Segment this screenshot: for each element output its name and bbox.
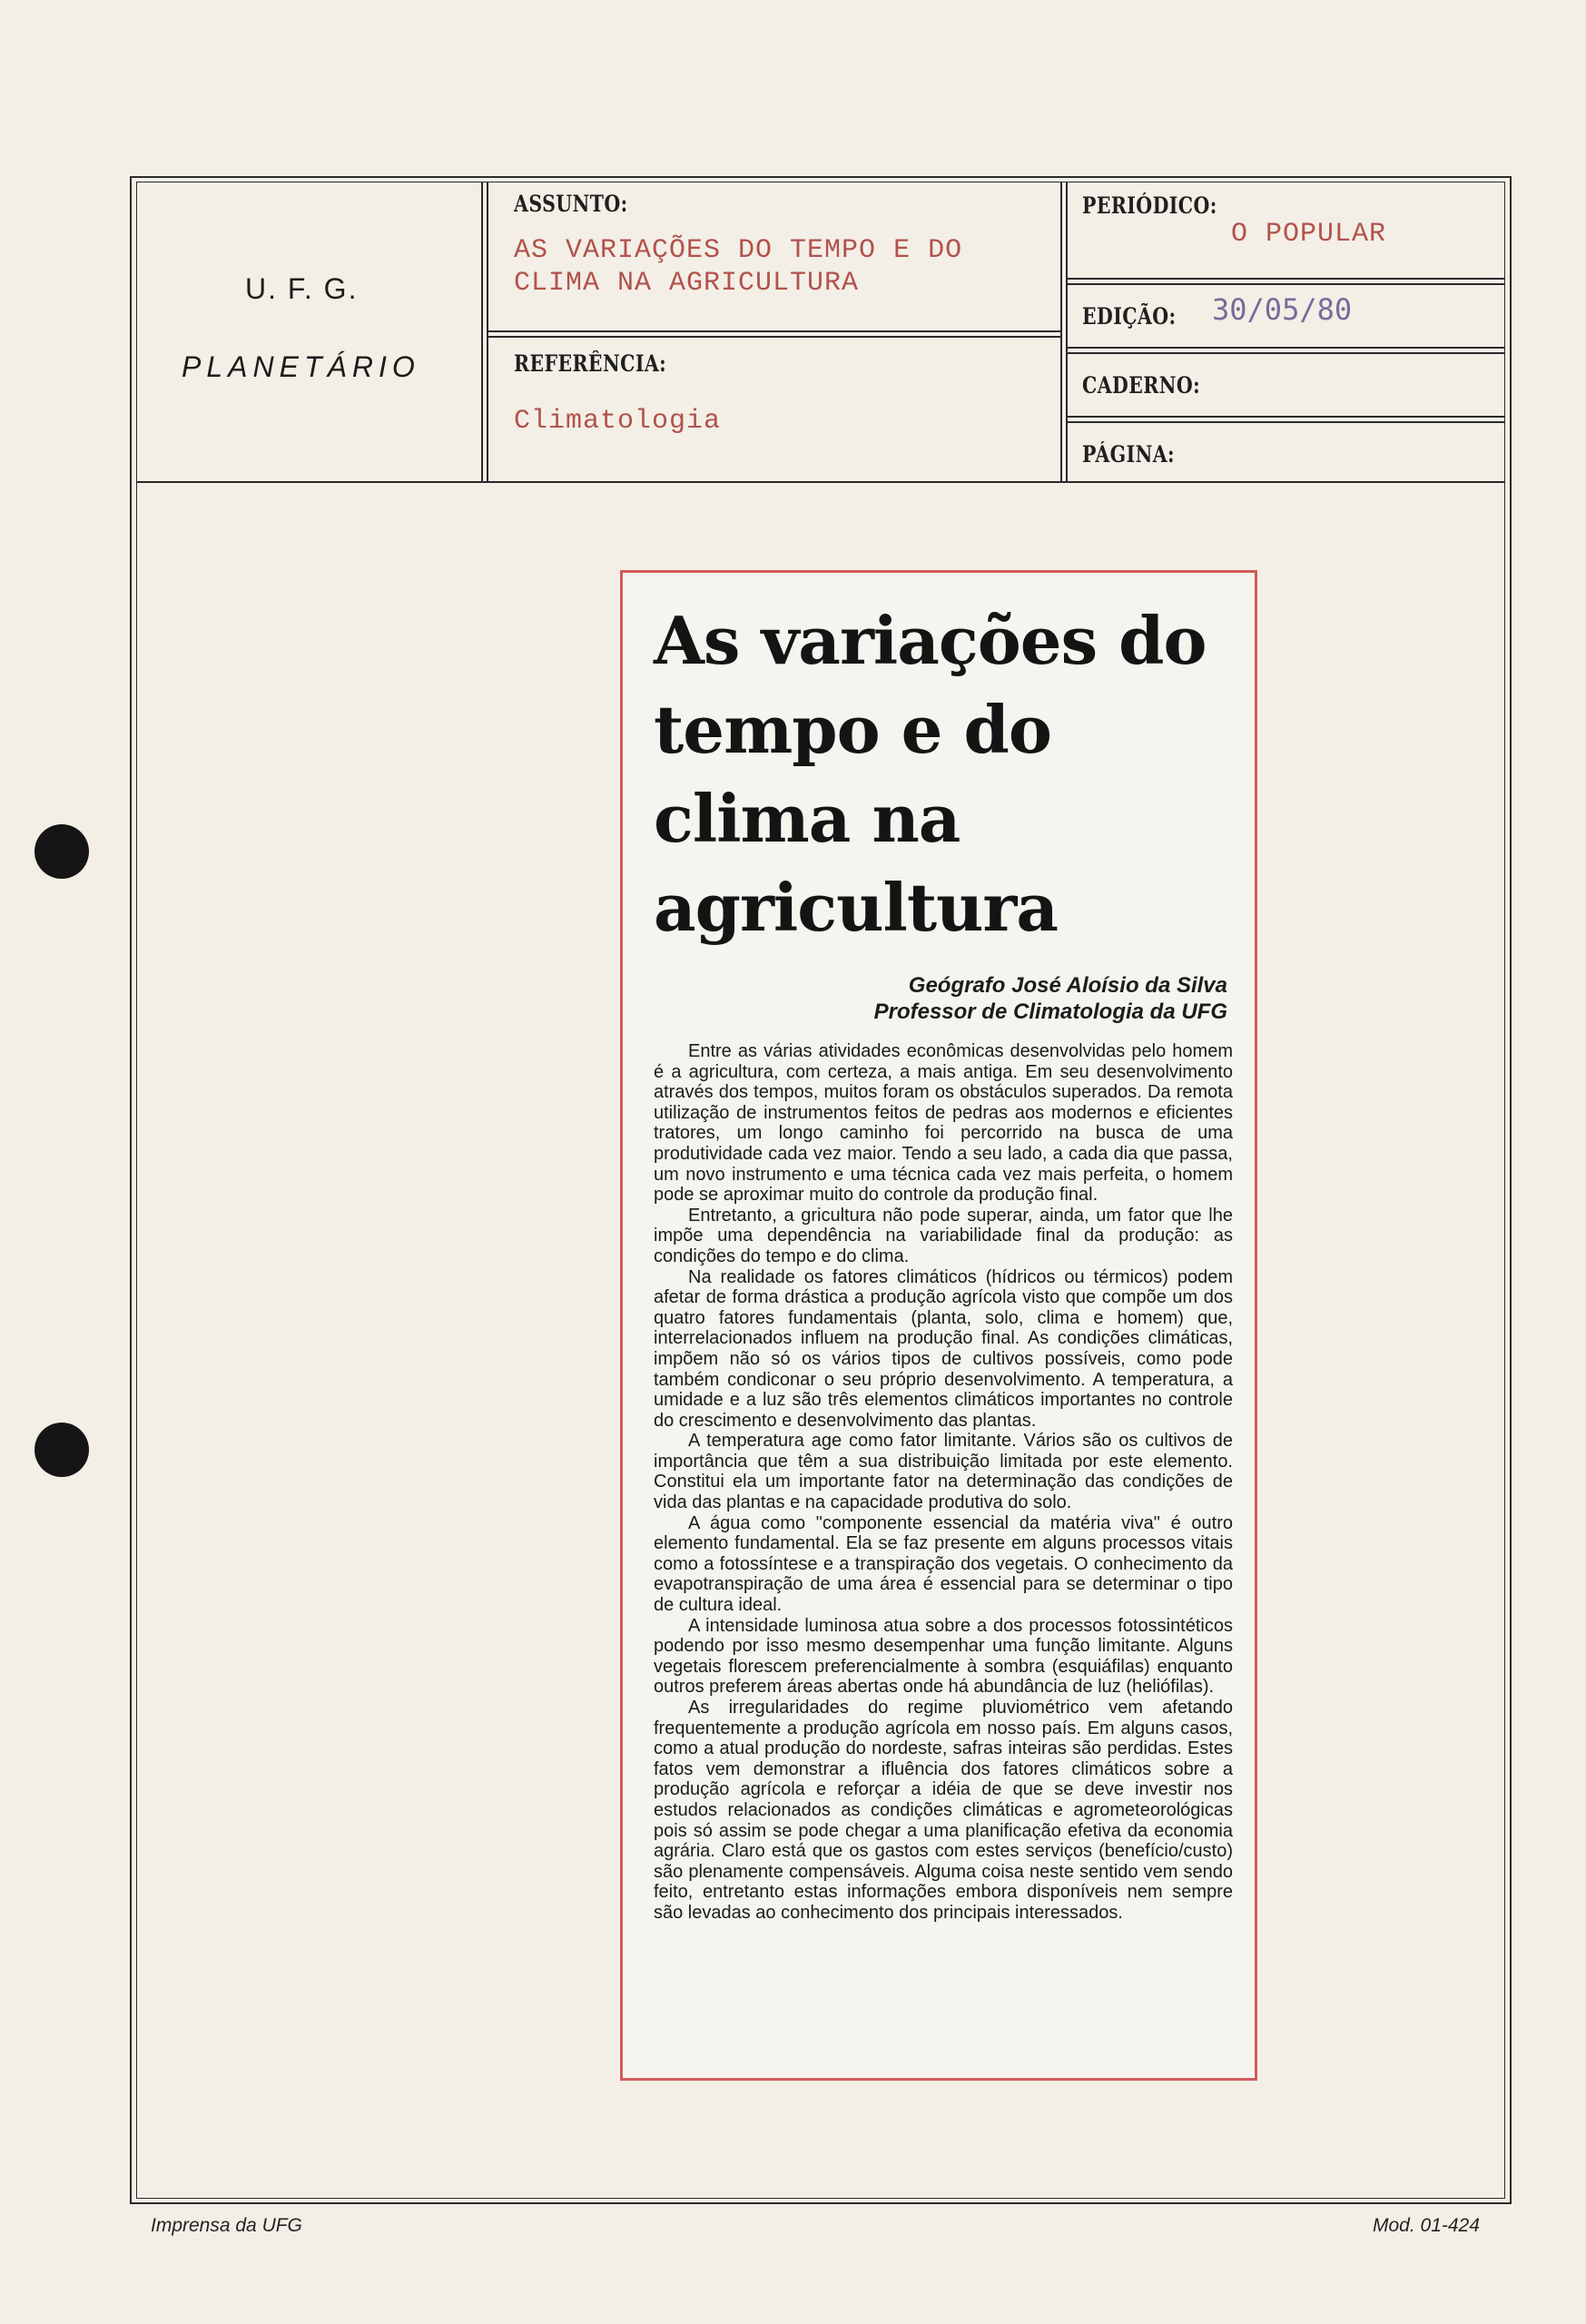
edicao-label: EDIÇÃO:: [1082, 303, 1177, 330]
article-paragraph: Entre as várias atividades econômicas desenvolvidas pelo homem é a agricultura, com certeza, a mais antiga. Em seu desenvolvimento através dos tempos, muitos foram os obstáculos superados. Da remota utilização de instrumentos feitos de pedras aos modernos e eficientes tratores, um longo caminho foi percorrido na busca de uma produtividade cada vez maior. Tendo a seu lado, a cada dia que passa, um novo instrumento e uma técnica cada vez mais perfeita, o homem pode se aproximar muito do controle da produção final.: [654, 1041, 1233, 1206]
binder-hole-bottom: [34, 1423, 89, 1477]
byline-author: Geógrafo José Aloísio da Silva: [908, 973, 1227, 998]
edicao-value: 30/05/80: [1212, 292, 1353, 327]
article-paragraph: Na realidade os fatores climáticos (hídricos ou térmicos) podem afetar de forma drástica a produção agrícola visto que compõe um dos quatro fatores fundamentais (planta, solo, clima e homem) que, interrelacionados influem na produção final. As condições climáticas, impõem não só os vários tipos de cultivos possíveis, como pode também condiconar o seu próprio desenvolvimento. A temperatura, a umidade e a luz são três elementos climáticos importantes no controle do crescimento e desenvolvimento das plantas.: [654, 1266, 1233, 1431]
pagina-label: PÁGINA:: [1082, 441, 1176, 468]
caderno-label: CADERNO:: [1082, 372, 1201, 399]
article-headline: As variações do tempo e do clima na agricultura: [654, 602, 1207, 946]
binder-hole-top: [34, 824, 89, 879]
referencia-value: Climatologia: [514, 406, 722, 437]
institution-name: U. F. G.: [245, 272, 359, 305]
byline-role: Professor de Climatologia da UFG: [873, 1000, 1227, 1024]
department-name: PLANETÁRIO: [182, 350, 420, 383]
article-byline: [654, 972, 1227, 1025]
newspaper-clipping: [620, 570, 1257, 2081]
article-paragraph: A intensidade luminosa atua sobre a dos processos fotossintéticos podendo por isso mesmo desempenhar uma função limitante. Alguns vegetais florescem preferencialmente à sombra (esquiáfilas) enquanto outros preferem áreas abertas onde há abundância de luz (heliófilas).: [654, 1615, 1233, 1698]
periodico-value: O POPULAR: [1231, 219, 1387, 250]
article-paragraph: Entretanto, a gricultura não pode superar, ainda, um fator que lhe impõe uma dependência na variabilidade final da produção: as condições do tempo e do clima.: [654, 1205, 1233, 1266]
article-body: [654, 1041, 1233, 1924]
article-paragraph: As irregularidades do regime pluviométrico vem afetando frequentemente a produção agrícola em nosso país. Em alguns casos, como a atual produção do nordeste, safras inteiras são perdidas. Estes fatos vem demonstrar a ifluência dos fatores climáticos sobre a produção agrícola e reforçar a idéia de que se deve investir nos estudos relacionados as condições climáticas e agrometeorológicas pois só assim se pode chegar a uma planificação efetiva da economia agrária. Claro está que os gastos com estes serviços (benefício/custo) são plenamente compensáveis. Alguma coisa neste sentido vem sendo feito, entretanto estas informações embora disponíveis nem sempre são levadas ao conhecimento dos principais interessados.: [654, 1698, 1233, 1923]
footer-printer: Imprensa da UFG: [151, 2215, 302, 2236]
catalog-header: [136, 182, 1505, 485]
article-paragraph: A temperatura age como fator limitante. Vários são os cultivos de importância que têm a sua distribuição limitada por este elemento. Constitui ela um importante fator na determinação das condições de vida das plantas e na capacidade produtiva do solo.: [654, 1431, 1233, 1513]
periodico-label: PERIÓDICO:: [1082, 192, 1217, 219]
assunto-value: AS VARIAÇÕES DO TEMPO E DO CLIMA NA AGRICULTURA: [514, 235, 963, 299]
footer-model: Mod. 01-424: [1373, 2215, 1480, 2236]
article-paragraph: A água como "componente essencial da matéria viva" é outro elemento fundamental. Ela se faz presente em alguns processos vitais como a fotossíntese e a transpiração dos vegetais. O conhecimento da evapotranspiração de uma área é essencial para se determinar o tipo de cultura ideal.: [654, 1512, 1233, 1616]
assunto-label: ASSUNTO:: [514, 191, 628, 217]
referencia-label: REFERÊNCIA:: [514, 350, 667, 377]
